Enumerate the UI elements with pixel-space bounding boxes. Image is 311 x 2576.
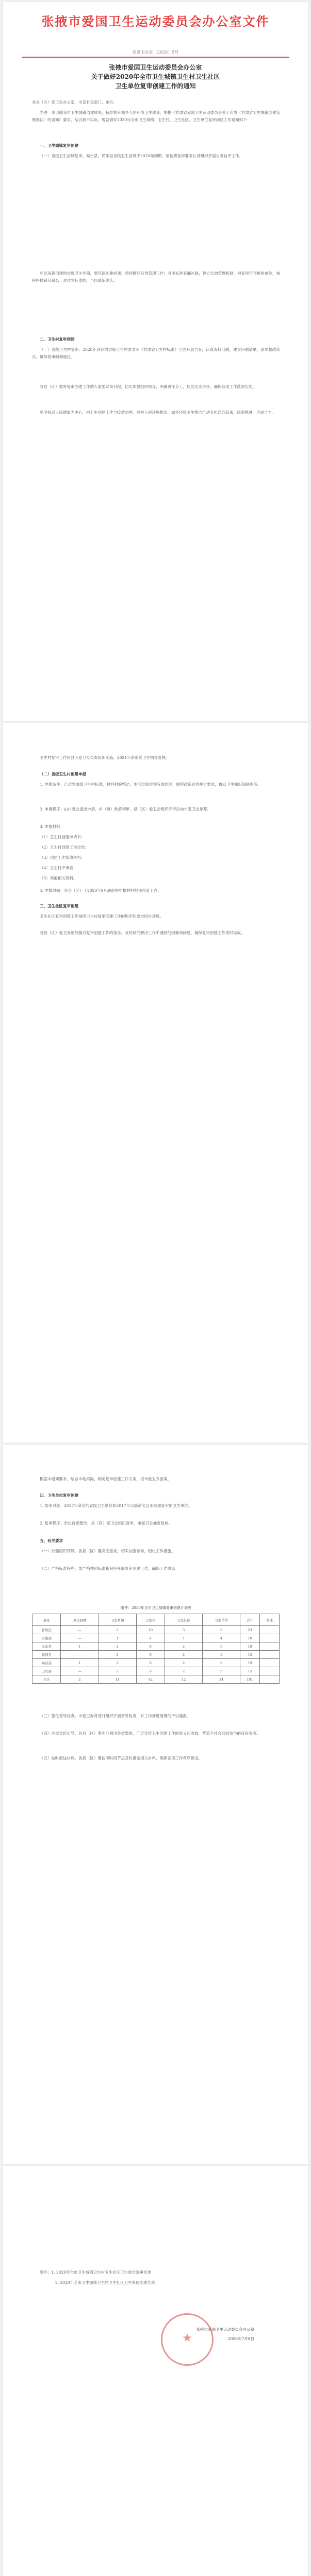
table-cell: 6: [136, 1667, 165, 1675]
table-cell: 2: [165, 1659, 203, 1667]
body-paragraph: 2. 申报程序：由村委会提出申请，乡（镇）政府初审，县（区）爱卫会组织评审后向市爱卫会推荐。: [40, 807, 211, 811]
list-item: （2）卫生村创建工作总结；: [40, 845, 89, 850]
table-cell: 10: [136, 1626, 165, 1634]
table-header-cell: 备注: [260, 1614, 280, 1626]
body-paragraph: （二）严格标准程序。要严格按照标准和程序开展复审创建工作，确保工作质量。: [40, 1566, 179, 1571]
table-cell: 2: [99, 1651, 136, 1659]
section-heading: （二）省级卫生村创建申报: [40, 772, 86, 776]
table-cell: 1: [99, 1634, 136, 1642]
body-paragraph: （五）按时报送材料。各县（区）要按照时间节点及时报送相关材料，确保各项工作有序推进。: [40, 1756, 202, 1760]
table-cell: 2: [99, 1659, 136, 1667]
table-cell: —: [61, 1667, 99, 1675]
body-paragraph: 卫生村复审工作由县区爱卫办负责组织实施，2021年由市爱卫办抽查复核。: [40, 755, 170, 760]
table-cell: —: [61, 1634, 99, 1642]
body-paragraph: 要坚持以人民健康为中心，把卫生创建工作与疫情防控、农村人居环境整治、城乡环境卫生整洁行动有机结合起来，统筹推进，形成合力。: [40, 410, 276, 415]
table-header-cell: 合计: [240, 1614, 260, 1626]
section-heading: 五、有关要求: [40, 1538, 63, 1543]
table-cell: 3: [165, 1626, 203, 1634]
table-cell: 1: [165, 1634, 203, 1642]
table-row: [32, 1626, 280, 1634]
table-cell: [260, 1659, 280, 1667]
table-cell: 34: [203, 1675, 240, 1684]
table-cell: 8: [136, 1642, 165, 1651]
schedule-table: [32, 1614, 280, 1684]
document-number: 张爱卫办发〔2020〕5号: [132, 50, 179, 55]
table-cell: 6: [203, 1642, 240, 1651]
table-cell: 5: [203, 1667, 240, 1675]
table-cell: [260, 1626, 280, 1634]
document-page-3: [3, 1445, 308, 2164]
table-cell: 5: [203, 1651, 240, 1659]
document-page-2: [3, 723, 308, 1443]
table-cell: [260, 1642, 280, 1651]
table-cell: —: [61, 1626, 99, 1634]
notice-title-line: 关于做好2020年全市卫生城镇卫生村卫生社区: [91, 73, 220, 80]
list-item: （1）卫生村创建申请书；: [40, 835, 85, 839]
table-cell: 民乐县: [32, 1642, 61, 1651]
body-paragraph: （三）强化督导检查。市爱卫办将适时组织开展督导检查，对工作推进缓慢的予以通报。: [40, 1714, 191, 1718]
body-paragraph: 各县（区）要将复审创建工作纳入重要议事日程，切实加强组织领导，明确责任分工，层层压实责任，确保各项工作落到实处。: [40, 384, 256, 389]
table-body: [32, 1626, 280, 1684]
section-heading: 三、卫生社区复审创建: [40, 904, 78, 908]
table-cell: 8: [203, 1626, 240, 1634]
body-paragraph: 卫生社区复审创建工作按照卫生村复审创建工作的程序和要求同步开展。: [40, 914, 163, 919]
body-paragraph: 根据本通知要求，结合本地实际，制定复审创建工作方案，报市爱卫办备案。: [40, 1477, 171, 1481]
attachment-line: 2. 2020年全市卫生城镇卫生村卫生社区卫生单位创建名单: [55, 2280, 155, 2285]
body-paragraph: 2. 复审程序：单位自查整改，县（区）爱卫会组织复审，市爱卫会抽查复核。: [40, 1521, 173, 1526]
table-cell: 合计: [32, 1675, 61, 1684]
table-cell: 10: [240, 1634, 260, 1642]
notice-title-line: 张掖市爱国卫生运动委员会办公室: [109, 64, 202, 71]
table-cell: 2: [165, 1667, 203, 1675]
table-cell: 山丹县: [32, 1667, 61, 1675]
table-cell: 甘州区: [32, 1626, 61, 1634]
table-cell: 19: [240, 1659, 260, 1667]
section-subparagraph: （一）省级卫生县城复审。高台县、民乐县省级卫生县城于2020年到期，请按照复审要求认真组织开展自查自评工作。: [40, 154, 243, 158]
table-cell: 19: [240, 1642, 260, 1651]
table-cell: 2: [99, 1626, 136, 1634]
table-cell: 高台县: [32, 1659, 61, 1667]
table-cell: 1: [61, 1659, 99, 1667]
list-item: （4）卫生村评审表；: [40, 866, 77, 870]
section-subparagraph: （一）省级卫生村复审。2020年到期的省级卫生村要对照《甘肃省卫生村标准》全面开展自查，认真查找问题，建立问题清单，逐项整改落实，确保复审顺利通过。: [32, 347, 280, 359]
body-paragraph: 4. 申报时间：各县（区）于2020年9月底前将申报材料报送市爱卫办。: [40, 888, 161, 893]
issuer-header: 张掖市爱国卫生运动委员会办公室文件: [41, 14, 270, 29]
table-header-row: [32, 1614, 280, 1626]
table-cell: 15: [240, 1651, 260, 1659]
table-row: [32, 1667, 280, 1675]
body-paragraph: 年以来新创建的省级卫生乡镇，要巩固创建成果，持续做好日常管理工作；对照标准查漏补缺，建立长效管理机制。对复审不合格的单位，按程序撤销其命名；对达到标准的，予以重新确认。: [32, 271, 280, 283]
table-cell: 2: [99, 1642, 136, 1651]
section-heading: 一、卫生城镇复审创建: [40, 143, 78, 148]
body-paragraph: 1. 复审对象：2017年命名的省级卫生单位和2017年以前命名且未参加复审的卫生单位。: [40, 1503, 192, 1508]
body-paragraph: 各县（区）爱卫办要加强对复审创建工作的指导，及时研究解决工作中遇到的困难和问题，确保复审创建工作按时完成。: [40, 930, 245, 935]
table-cell: 101: [240, 1675, 260, 1684]
table-cell: 15: [240, 1667, 260, 1675]
list-item: （3）创建工作影像资料；: [40, 855, 85, 860]
document-page-1: [3, 2, 308, 721]
section-heading: 四、卫生单位复审创建: [40, 1493, 78, 1498]
table-cell: 11: [99, 1675, 136, 1684]
seal-star-icon: ★: [182, 2332, 192, 2345]
table-header-cell: 县区: [32, 1614, 61, 1626]
table-cell: 肃南县: [32, 1634, 61, 1642]
table-cell: [260, 1651, 280, 1659]
notice-title-line: 卫生单位复审创建工作的通知: [115, 82, 196, 90]
table-row: [32, 1642, 280, 1651]
table-cell: 4: [136, 1634, 165, 1642]
official-seal: [161, 2313, 214, 2366]
table-cell: 4: [203, 1634, 240, 1642]
body-paragraph: 1. 申报条件：已达到市级卫生村标准，村容村貌整洁，生活垃圾得到有效处理，厕所改造达到规定要求，群众卫生知识知晓率高。: [40, 782, 261, 787]
table-cell: 6: [136, 1651, 165, 1659]
red-divider: [22, 57, 289, 58]
addressee: 各县（区）爱卫会办公室，市直有关部门、单位：: [32, 100, 117, 105]
table-row: [32, 1659, 280, 1667]
table-header-cell: 卫生单位: [203, 1614, 240, 1626]
table-row: [32, 1634, 280, 1642]
table-header-cell: 卫生社区: [165, 1614, 203, 1626]
table-caption: 附件：2020年全市卫生城镇复审创建计划表: [121, 1606, 191, 1610]
body-paragraph: 3. 申报材料：: [40, 824, 64, 829]
table-cell: 1: [61, 1642, 99, 1651]
table-cell: 2: [165, 1651, 203, 1659]
table-cell: 2: [99, 1667, 136, 1675]
signature-org: 张掖市爱国卫生运动委员会办公室: [196, 2327, 254, 2332]
table-header-cell: 卫生村: [136, 1614, 165, 1626]
notice-title: [24, 63, 287, 91]
signature-date: 2020年7月8日: [227, 2336, 254, 2341]
table-cell: 8: [136, 1659, 165, 1667]
table-cell: 12: [165, 1675, 203, 1684]
body-paragraph: （四）注重宣传引导。各县（区）要充分利用各类媒体，广泛宣传卫生创建工作的意义和成效，营造全社会共同参与的良好氛围。: [40, 1731, 260, 1736]
table-cell: [260, 1634, 280, 1642]
table-cell: [260, 1667, 280, 1675]
table-cell: —: [61, 1651, 99, 1659]
table-cell: 2: [61, 1675, 99, 1684]
intro-paragraph: 为进一步巩固我市卫生城镇创建成果，持续提升城乡人居环境卫生质量，根据《甘肃省爱国卫生运动委员会关于印发〈甘肃省卫生城镇创建管理办法〉的通知》要求，结合我市实际，现就做好2020年全市卫生城镇、卫生村、卫生社区、卫生单位复审创建工作通知如下：: [32, 110, 280, 122]
table-header-cell: 卫生县城: [61, 1614, 99, 1626]
section-heading: 二、卫生村复审创建: [40, 337, 75, 342]
body-paragraph: （一）加强组织领导。各县（区）要高度重视，切实加强领导，细化工作措施。: [40, 1549, 175, 1553]
table-cell: 临泽县: [32, 1651, 61, 1659]
table-cell: 42: [136, 1675, 165, 1684]
list-item: （5）其他相关资料。: [40, 876, 77, 880]
attachment-line: 附件：1. 2020年全市卫生城镇卫生村卫生社区卫生单位复审名单: [40, 2270, 152, 2275]
table-cell: 2: [165, 1642, 203, 1651]
table-header-cell: 卫生乡镇: [99, 1614, 136, 1626]
table-cell: [260, 1675, 280, 1684]
table-row: [32, 1651, 280, 1659]
document-page-4: [3, 2166, 308, 2576]
table-cell: 6: [203, 1659, 240, 1667]
table-cell: 23: [240, 1626, 260, 1634]
table-row: [32, 1675, 280, 1684]
